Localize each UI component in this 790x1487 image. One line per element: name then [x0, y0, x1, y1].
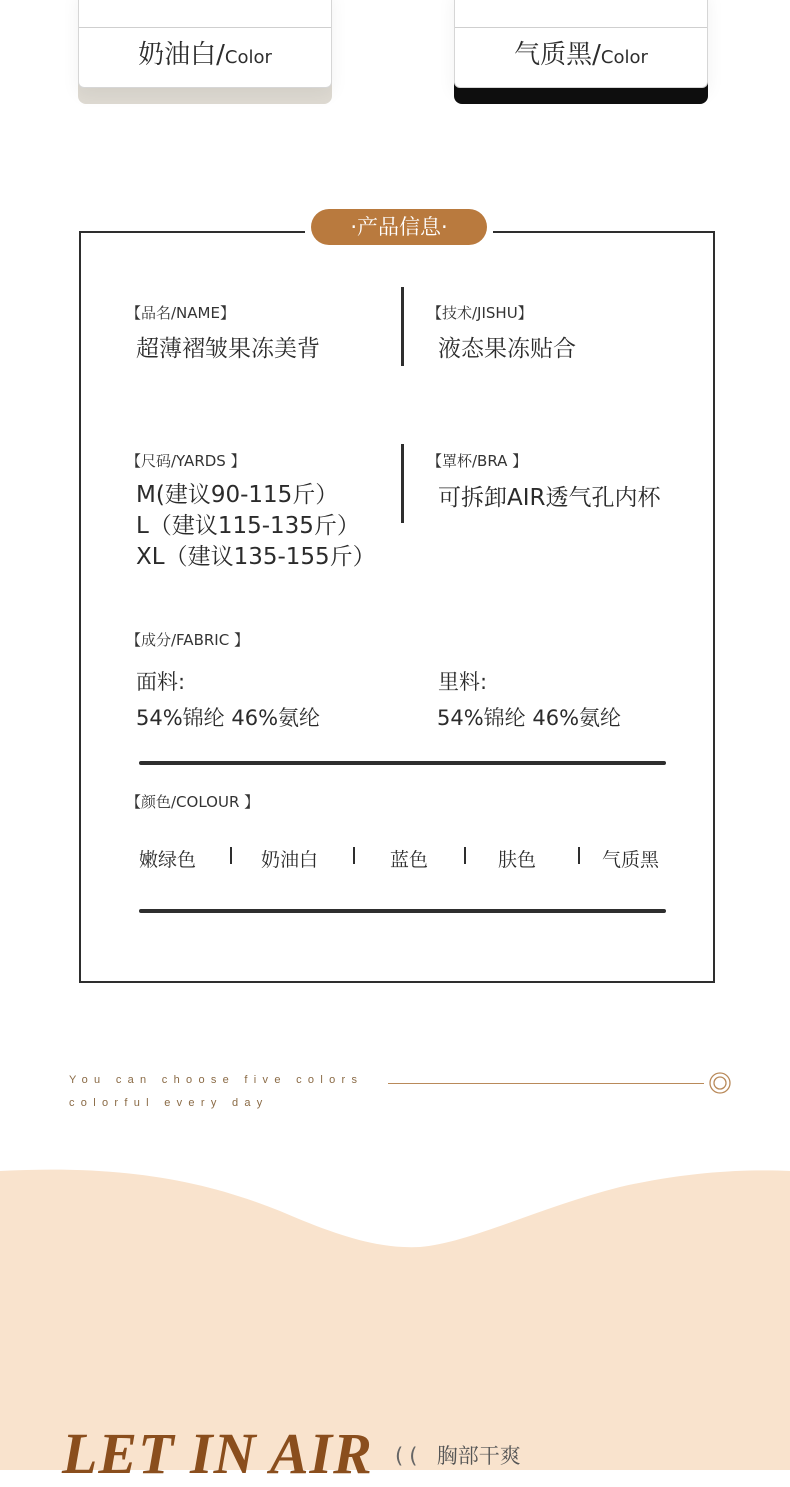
- tech-label: 【技术/JISHU】: [427, 304, 533, 322]
- swatch-card-face: [78, 0, 332, 88]
- tagline-line-2: colorful every day: [69, 1097, 269, 1109]
- feature-subtitle-text: 胸部干爽: [436, 1444, 521, 1468]
- swatch-card-elegant-black[interactable]: [454, 0, 708, 104]
- colour-separator: [578, 847, 580, 864]
- swatch-divider: [455, 27, 707, 28]
- swatch-card-face: [454, 0, 708, 88]
- bra-label: 【罩杯/BRA 】: [427, 452, 528, 470]
- colour-option: 奶油白: [261, 849, 319, 871]
- yards-l: L（建议115-135斤）: [136, 513, 360, 539]
- swatch-sub: Color: [600, 47, 648, 68]
- swatch-label: [79, 30, 331, 80]
- feature-title: LET IN AIR: [62, 1421, 373, 1486]
- colour-option: 蓝色: [390, 849, 429, 871]
- colour-label: 【颜色/COLOUR 】: [126, 793, 260, 811]
- fabric-label: 【成分/FABRIC 】: [126, 631, 249, 649]
- swatch-card-cream-white[interactable]: [78, 0, 332, 104]
- swatch-sub: Color: [224, 47, 272, 68]
- colour-separator: [464, 847, 466, 864]
- divider-line: [139, 761, 666, 765]
- target-circle-icon: [708, 1071, 732, 1095]
- colour-separator: [230, 847, 232, 864]
- swatch-slash: /: [216, 40, 225, 70]
- fabric-outer-label: 面料:: [136, 670, 186, 694]
- yards-label: 【尺码/YARDS 】: [126, 452, 246, 470]
- colour-separator: [353, 847, 355, 864]
- name-value: 超薄褶皱果冻美背: [136, 336, 320, 362]
- swatch-name: 奶油白: [138, 40, 217, 70]
- colour-option: 嫩绿色: [139, 849, 197, 871]
- swatch-label: [455, 30, 707, 80]
- colour-option: 肤色: [498, 849, 537, 871]
- swatch-name: 气质黑: [514, 40, 593, 70]
- tagline-line-1: You can choose five colors: [69, 1074, 364, 1086]
- quote-mark-icon: ((: [395, 1444, 424, 1468]
- tagline-rule: [388, 1083, 704, 1084]
- bra-value: 可拆卸AIR透气孔内杯: [438, 485, 661, 511]
- name-label: 【品名/NAME】: [126, 304, 235, 322]
- vertical-divider: [401, 444, 404, 523]
- feature-subtitle: [395, 1440, 521, 1470]
- fabric-inner-label: 里料:: [438, 670, 488, 694]
- yards-m: M(建议90-115斤）: [136, 482, 339, 508]
- divider-line: [139, 909, 666, 913]
- tech-value: 液态果冻贴合: [438, 336, 576, 362]
- fabric-outer-value: 54%锦纶 46%氨纶: [136, 706, 321, 730]
- swatch-slash: /: [592, 40, 601, 70]
- yards-values: [136, 480, 376, 573]
- colour-option: 气质黑: [602, 849, 660, 871]
- yards-xl: XL（建议135-155斤）: [136, 544, 376, 570]
- fabric-inner-value: 54%锦纶 46%氨纶: [437, 706, 622, 730]
- vertical-divider: [401, 287, 404, 366]
- swatch-divider: [79, 27, 331, 28]
- product-info-heading: ·产品信息·: [311, 209, 487, 245]
